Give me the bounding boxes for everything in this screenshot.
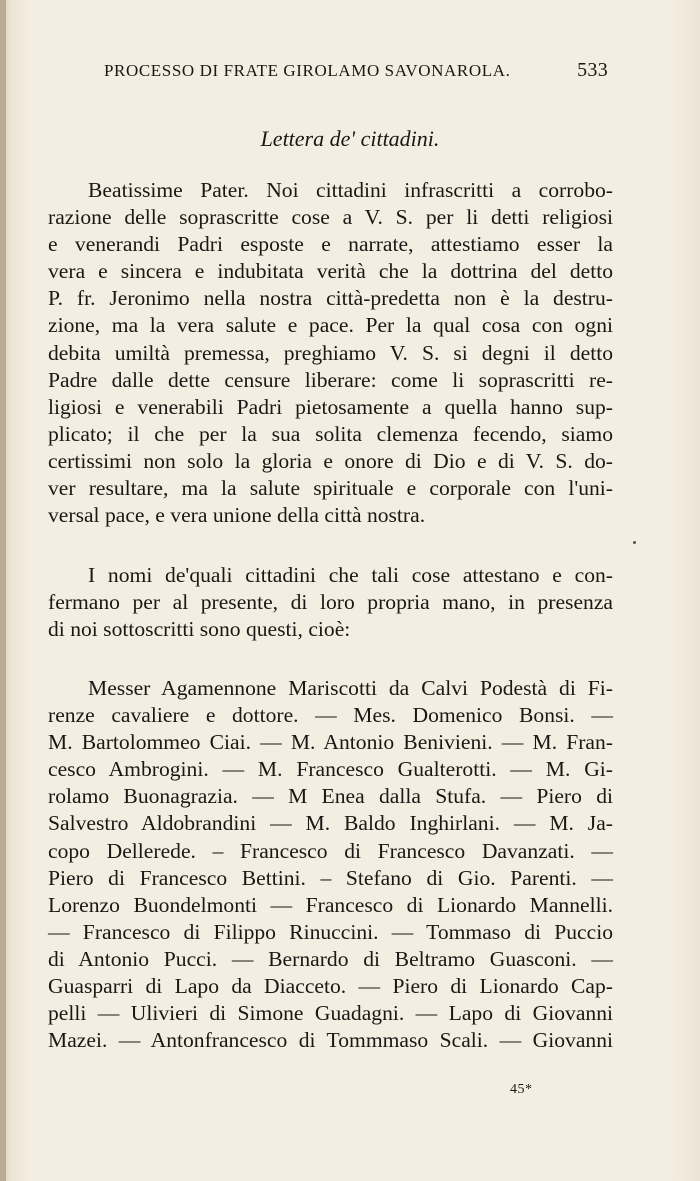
paragraph-names-intro: [48, 562, 613, 643]
text-line: cesco Ambrogini. — M. Francesco Gualterotti. — M. Gi-: [48, 757, 613, 782]
running-title: PROCESSO DI FRATE GIROLAMO SAVONAROLA.: [104, 61, 511, 80]
text-line: Piero di Francesco Bettini. – Stefano di Gio. Parenti. —: [48, 865, 613, 890]
text-line: P. fr. Jeronimo nella nostra città-predetta non è la destru-: [48, 286, 613, 311]
text-line: ligiosi e venerabili Padri pietosamente a quella hanno sup-: [48, 394, 613, 419]
text-line: rolamo Buonagrazia. — M Enea dalla Stufa. — Piero di: [48, 784, 613, 809]
text-line: fermano per al presente, di loro propria mano, in presenza: [48, 590, 613, 615]
paragraph-names-list: [48, 675, 613, 1054]
section-title: Lettera de' cittadini.: [260, 126, 440, 151]
page-number: 533: [577, 59, 608, 81]
text-line: di noi sottoscritti sono questi, cioè:: [48, 617, 351, 642]
paragraph-letter: [48, 177, 613, 529]
text-line: renze cavaliere e dottore. — Mes. Domenico Bonsi. —: [48, 703, 613, 728]
text-line: plicato; il che per la sua solita clemenza fecendo, siamo: [48, 421, 613, 446]
paper-speck: [633, 541, 636, 544]
text-line: Padre dalle dette censure liberare: come li soprascritti re-: [48, 367, 613, 392]
text-line: Lorenzo Buondelmonti — Francesco di Lionardo Mannelli.: [48, 892, 613, 917]
text-line: e venerandi Padri esposte e narrate, attestiamo esser la: [48, 232, 613, 257]
text-line: razione delle soprascritte cose a V. S. per li detti religiosi: [48, 205, 613, 230]
text-line: ver resultare, ma la salute spirituale e corporale con l'uni-: [48, 476, 613, 501]
text-line: Messer Agamennone Mariscotti da Calvi Podestà di Fi-: [88, 676, 613, 700]
text-line: di Antonio Pucci. — Bernardo di Beltramo Guasconi. —: [48, 946, 613, 971]
text-line: M. Bartolommeo Ciai. — M. Antonio Benivieni. — M. Fran-: [48, 730, 613, 755]
text-line: pelli — Ulivieri di Simone Guadagni. — Lapo di Giovanni: [48, 1001, 613, 1026]
text-line: I nomi de'quali cittadini che tali cose attestano e con-: [88, 563, 613, 587]
text-line: versal pace, e vera unione della città nostra.: [48, 503, 426, 528]
page-spine-edge: [0, 0, 6, 1181]
text-line: copo Dellerede. – Francesco di Francesco Davanzati. —: [48, 838, 613, 863]
signature-mark: 45*: [510, 1082, 533, 1097]
text-line: Salvestro Aldobrandini — M. Baldo Inghirlani. — M. Ja-: [48, 811, 613, 836]
text-line: Beatissime Pater. Noi cittadini infrascritti a corrobo-: [88, 178, 613, 202]
text-line: — Francesco di Filippo Rinuccini. — Tommaso di Puccio: [48, 919, 613, 944]
text-line: zione, ma la vera salute e pace. Per la qual cosa con ogni: [48, 313, 613, 338]
page-header: [104, 57, 608, 87]
text-line: Guasparri di Lapo da Diacceto. — Piero di Lionardo Cap-: [48, 974, 613, 999]
text-line: Mazei. — Antonfrancesco di Tommmaso Scali. — Giovanni: [48, 1028, 613, 1053]
text-line: vera e sincera e indubitata verità che la dottrina del detto: [48, 259, 613, 284]
text-line: certissimi non solo la gloria e onore di Dio e di V. S. do-: [48, 448, 613, 473]
text-line: debita umiltà premessa, preghiamo V. S. si degni il detto: [48, 340, 613, 365]
